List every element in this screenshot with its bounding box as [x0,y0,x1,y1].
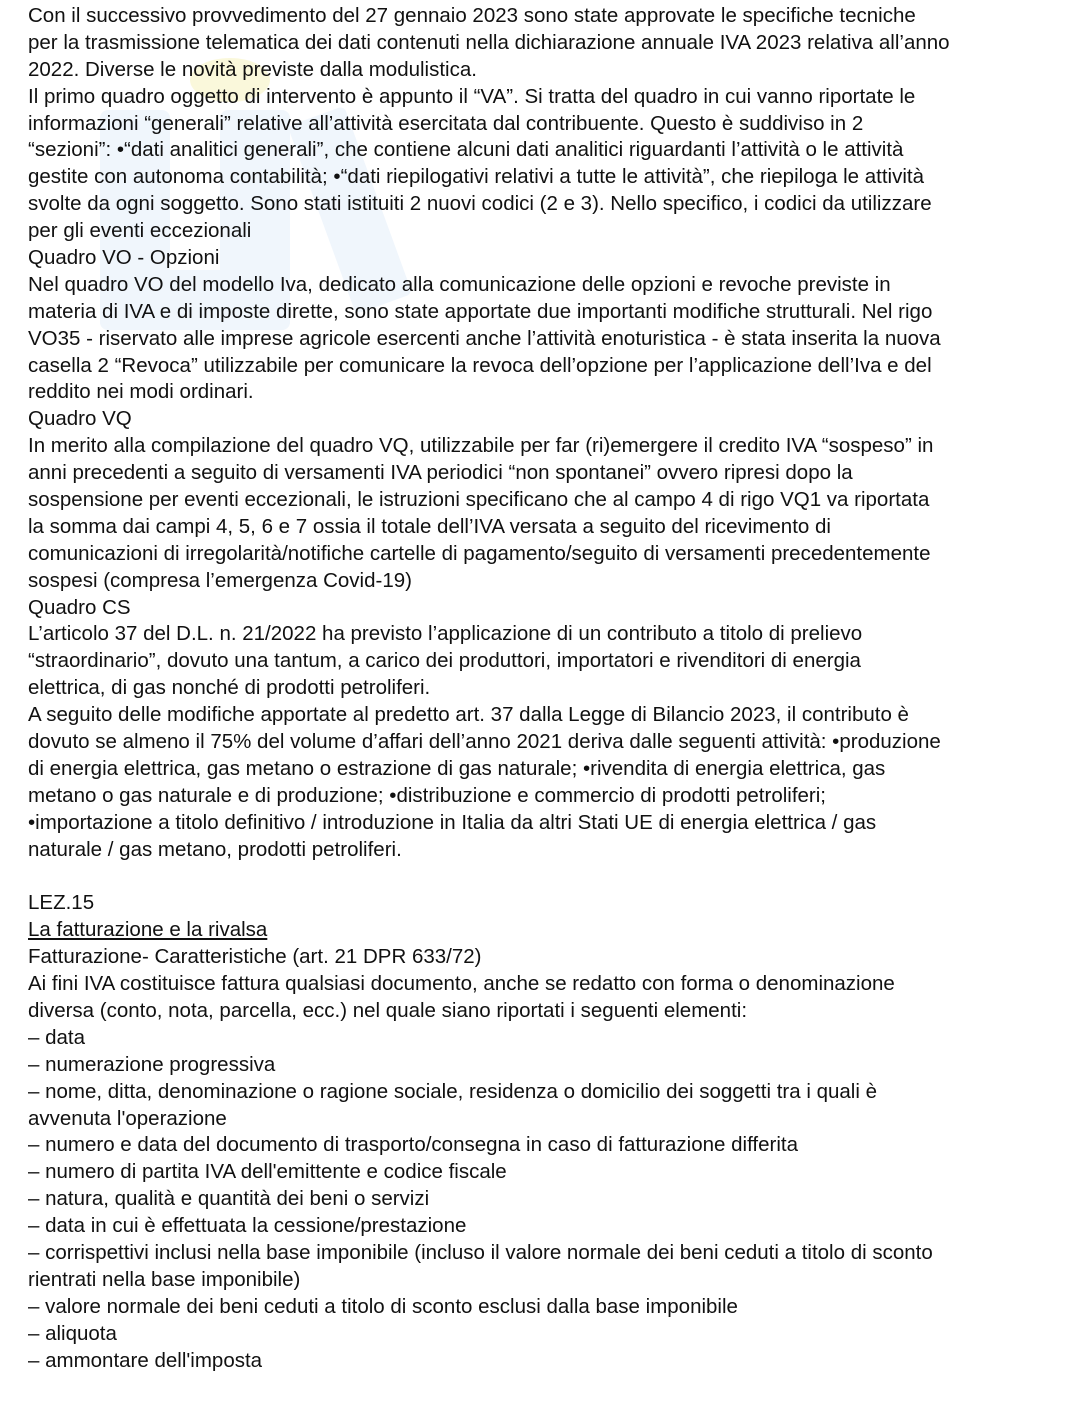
text-line: – numero di partita IVA dell'emittente e codice fiscale [28,1160,507,1184]
text-line: Fatturazione- Caratteristiche (art. 21 DPR 633/72) [28,945,482,969]
text-line: – corrispettivi inclusi nella base imponibile (incluso il valore normale dei beni ceduti a titolo di sconto [28,1240,933,1264]
blank-line [28,864,1058,891]
text-line: svolte da ogni soggetto. Sono stati istituiti 2 nuovi codici (2 e 3). Nello specifico, i codici da utilizzare [28,192,932,216]
text-line: di energia elettrica, gas metano o estrazione di gas naturale; •rivendita di energia elettrica, gas [28,756,886,780]
text-line: per gli eventi eccezionali [28,219,252,243]
text-line: Quadro VO - Opzioni [28,246,220,270]
text-line: – numerazione progressiva [28,1052,276,1076]
text-line: VO35 - riservato alle imprese agricole esercenti anche l’attività enoturistica - è stata inserita la nuova [28,326,941,350]
text-line: Il primo quadro oggetto di intervento è appunto il “VA”. Si tratta del quadro in cui vanno riportate le [28,84,916,108]
text-line: – numero e data del documento di trasporto/consegna in caso di fatturazione differita [28,1133,798,1157]
text-line: – ammontare dell'imposta [28,1348,263,1372]
text-line: sospesi (compresa l’emergenza Covid-19) [28,568,412,592]
text-line: dovuto se almeno il 75% del volume d’affari dell’anno 2021 deriva dalle seguenti attività: •produzione [28,730,941,754]
text-line: “sezioni”: •“dati analitici generali”, che contiene alcuni dati analitici riguardanti l’attività o le attività [28,138,904,162]
section-title: La fatturazione e la rivalsa [28,918,268,942]
text-line: L’articolo 37 del D.L. n. 21/2022 ha previsto l’applicazione di un contributo a titolo di prelievo [28,622,863,646]
text-line: – data in cui è effettuata la cessione/prestazione [28,1214,467,1238]
text-line: Ai fini IVA costituisce fattura qualsiasi documento, anche se redatto con forma o denominazione [28,972,895,996]
text-line: comunicazioni di irregolarità/notifiche cartelle di pagamento/seguito di versamenti precedentemente [28,541,931,565]
text-block-quadri [28,3,1058,864]
text-line: Con il successivo provvedimento del 27 gennaio 2023 sono state approvate le specifiche tecniche [28,4,916,27]
text-line: Quadro CS [28,595,131,619]
text-line: la somma dai campi 4, 5, 6 e 7 ossia il totale dell’IVA versata a seguito del ricevimento di [28,514,831,538]
text-line: casella 2 “Revoca” utilizzabile per comunicare la revoca dell’opzione per l’applicazione dell’Iva e del [28,353,932,377]
text-line: anni precedenti a seguito di versamenti IVA periodici “non spontanei” ovvero ripresi dopo la [28,461,853,485]
text-line: informazioni “generali” relative all’attività esercitata dal contribuente. Questo è suddiviso in 2 [28,111,864,135]
text-block-fatturazione [28,944,1058,1374]
text-line: per la trasmissione telematica dei dati contenuti nella dichiarazione annuale IVA 2023 relativa all’anno [28,30,950,54]
text-line: – valore normale dei beni ceduti a titolo di sconto esclusi dalla base imponibile [28,1294,738,1318]
text-line: •importazione a titolo definitivo / introduzione in Italia da altri Stati UE di energia elettrica / gas [28,810,877,834]
lesson-label: LEZ.15 [28,891,95,915]
text-line: “straordinario”, dovuto una tantum, a carico dei produttori, importatori e rivenditori di energia [28,649,861,673]
text-line: – natura, qualità e quantità dei beni o servizi [28,1187,430,1211]
text-line: gestite con autonoma contabilità; •“dati riepilogativi relativi a tutte le attività”, che riepiloga le attività [28,165,924,189]
text-line: In merito alla compilazione del quadro VQ, utilizzabile per far (ri)emergere il credito IVA “sospeso” in [28,434,934,458]
text-line: naturale / gas metano, prodotti petroliferi. [28,837,402,861]
text-line: rientrati nella base imponibile) [28,1267,301,1291]
document-body [28,3,1058,1374]
text-line: – nome, ditta, denominazione o ragione sociale, residenza o domicilio dei soggetti tra i quali è [28,1079,877,1103]
text-line: Nel quadro VO del modello Iva, dedicato alla comunicazione delle opzioni e revoche previste in [28,272,891,296]
text-line: A seguito delle modifiche apportate al predetto art. 37 dalla Legge di Bilancio 2023, il contributo è [28,703,909,727]
text-line: elettrica, di gas nonché di prodotti petroliferi. [28,676,431,700]
text-line: – data [28,1025,85,1049]
text-line: materia di IVA e di imposte dirette, sono state apportate due importanti modifiche strutturali. Nel rigo [28,299,933,323]
text-line: reddito nei modi ordinari. [28,380,254,404]
text-line: – aliquota [28,1321,117,1345]
text-line: metano o gas naturale e di produzione; •distribuzione e commercio di prodotti petroliferi; [28,783,826,807]
text-line: avvenuta l'operazione [28,1106,227,1130]
text-line: Quadro VQ [28,407,132,431]
text-line: 2022. Diverse le novità previste dalla modulistica. [28,57,477,81]
text-line: sospensione per eventi eccezionali, le istruzioni specificano che al campo 4 di rigo VQ1 va riportata [28,488,930,512]
text-line: diversa (conto, nota, parcella, ecc.) nel quale siano riportati i seguenti elementi: [28,998,748,1022]
